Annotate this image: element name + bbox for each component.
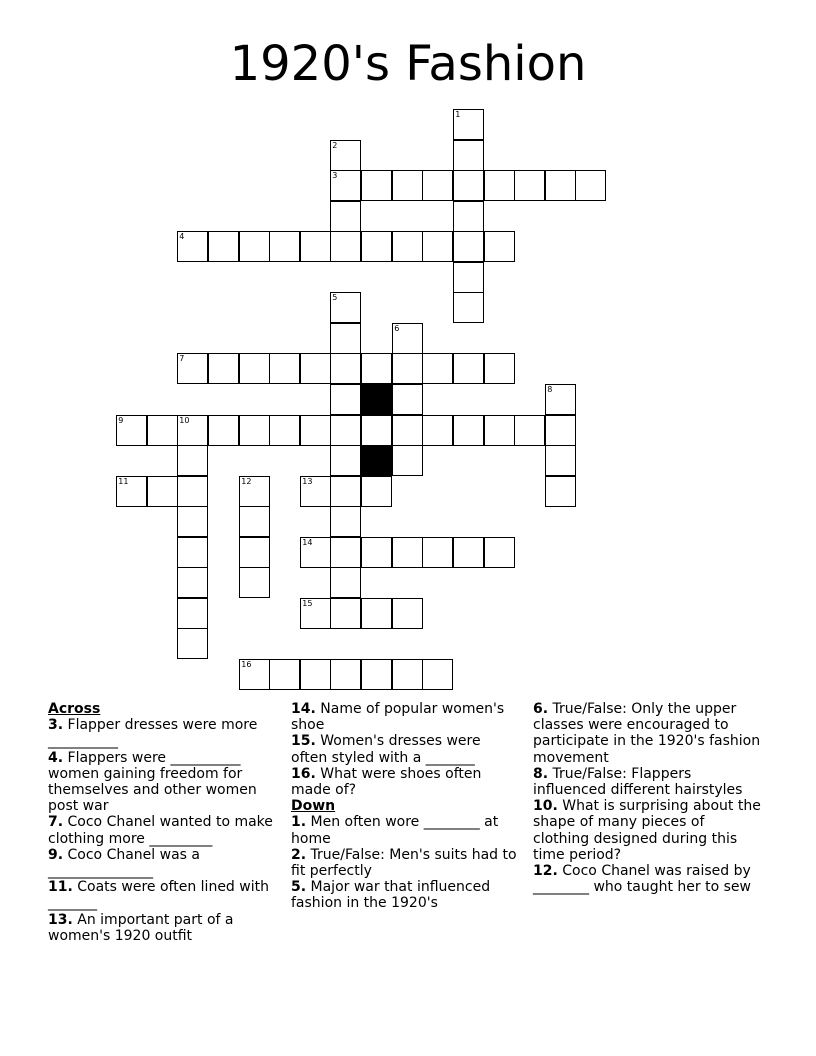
- clue-column-1: [48, 701, 280, 944]
- clue-text: True/False: Only the upper classes were encouraged to participate in the 1920's fashion movement: [533, 701, 761, 766]
- grid-cell[interactable]: [269, 659, 300, 690]
- grid-cell[interactable]: [147, 476, 178, 507]
- clue-text: What is surprising about the shape of many pieces of clothing designed during this time period?: [533, 798, 761, 863]
- grid-cell[interactable]: [177, 598, 208, 629]
- clue-text: Coats were often lined with _______: [48, 879, 269, 912]
- grid-cell-1[interactable]: [453, 109, 484, 140]
- grid-cell[interactable]: [422, 415, 453, 446]
- clue-text: Coco Chanel was raised by ________ who taught her to sew: [533, 863, 751, 896]
- grid-cell[interactable]: [392, 598, 423, 629]
- grid-cell[interactable]: [545, 445, 576, 476]
- grid-cell[interactable]: [484, 231, 515, 262]
- clue-number: 6.: [533, 701, 549, 717]
- grid-cell[interactable]: [330, 201, 361, 232]
- grid-cell[interactable]: [330, 476, 361, 507]
- grid-cell[interactable]: [177, 537, 208, 568]
- grid-cell-3[interactable]: [330, 170, 361, 201]
- grid-cell[interactable]: [361, 415, 392, 446]
- grid-cell[interactable]: [330, 659, 361, 690]
- grid-cell[interactable]: [361, 537, 392, 568]
- grid-cell[interactable]: [330, 567, 361, 598]
- grid-cell[interactable]: [361, 231, 392, 262]
- clue-number-label: 6: [394, 324, 400, 334]
- grid-cell[interactable]: [575, 170, 606, 201]
- clue-across-11: [48, 879, 280, 911]
- grid-cell[interactable]: [392, 384, 423, 415]
- grid-cell[interactable]: [239, 537, 270, 568]
- clue-across-7: [48, 814, 280, 846]
- clue-number: 15.: [291, 733, 316, 750]
- grid-cell[interactable]: [239, 231, 270, 262]
- clue-down-1: [291, 814, 519, 846]
- grid-cell-11[interactable]: [116, 476, 147, 507]
- grid-cell-8[interactable]: [545, 384, 576, 415]
- grid-cell[interactable]: [484, 415, 515, 446]
- grid-cell-10[interactable]: [177, 415, 208, 446]
- clue-number: 1.: [291, 814, 307, 831]
- grid-cell[interactable]: [300, 353, 331, 384]
- grid-cell[interactable]: [453, 140, 484, 171]
- grid-cell[interactable]: [177, 445, 208, 476]
- grid-cell[interactable]: [545, 415, 576, 446]
- grid-cell[interactable]: [330, 323, 361, 354]
- grid-cell[interactable]: [453, 262, 484, 293]
- clue-number: 3.: [48, 717, 64, 734]
- grid-cell[interactable]: [545, 476, 576, 507]
- clue-down-6: [533, 701, 765, 766]
- grid-cell[interactable]: [147, 415, 178, 446]
- grid-cell[interactable]: [330, 445, 361, 476]
- grid-cell[interactable]: [177, 506, 208, 537]
- clue-number: 11.: [48, 879, 73, 896]
- grid-cell[interactable]: [330, 537, 361, 568]
- grid-cell[interactable]: [392, 445, 423, 476]
- clue-number-label: 16: [241, 660, 252, 670]
- grid-cell[interactable]: [514, 170, 545, 201]
- grid-cell[interactable]: [422, 353, 453, 384]
- clue-number-label: 9: [118, 416, 124, 426]
- grid-cell[interactable]: [361, 598, 392, 629]
- clue-text: Flappers were __________ women gaining freedom for themselves and other women post war: [48, 749, 257, 815]
- across-heading: Across: [48, 701, 101, 717]
- clue-text: Men often wore ________ at home: [291, 814, 499, 847]
- grid-cell[interactable]: [392, 537, 423, 568]
- clue-across-3: [48, 717, 280, 749]
- grid-cell[interactable]: [392, 170, 423, 201]
- grid-cell-4[interactable]: [177, 231, 208, 262]
- grid-cell[interactable]: [330, 415, 361, 446]
- clue-text: Major war that influenced fashion in the 1920's: [291, 879, 491, 912]
- clue-text: True/False: Flappers influenced different hairstyles: [533, 765, 743, 799]
- down-heading: Down: [291, 798, 336, 815]
- clue-number-label: 12: [241, 477, 252, 487]
- grid-cell[interactable]: [330, 506, 361, 537]
- grid-cell-2[interactable]: [330, 140, 361, 171]
- clue-column-3: [533, 701, 765, 895]
- grid-cell[interactable]: [208, 231, 239, 262]
- grid-cell[interactable]: [392, 231, 423, 262]
- clue-text: Women's dresses were often styled with a _______: [291, 733, 481, 766]
- grid-cell[interactable]: [239, 415, 270, 446]
- clue-number-label: 4: [179, 232, 185, 242]
- black-cell: [361, 445, 392, 476]
- grid-cell[interactable]: [453, 231, 484, 262]
- grid-cell[interactable]: [453, 292, 484, 323]
- grid-cell[interactable]: [392, 659, 423, 690]
- clue-number-label: 1: [455, 110, 461, 120]
- clue-text: True/False: Men's suits had to fit perfectly: [291, 846, 517, 880]
- clue-number-label: 5: [332, 293, 338, 303]
- grid-cell-9[interactable]: [116, 415, 147, 446]
- clue-text: An important part of a women's 1920 outfit: [48, 911, 234, 944]
- clue-text: What were shoes often made of?: [291, 765, 482, 799]
- clue-down-2: [291, 847, 519, 879]
- clue-number: 14.: [291, 701, 316, 717]
- clue-number: 16.: [291, 765, 316, 782]
- grid-cell-13[interactable]: [300, 476, 331, 507]
- clue-number-label: 2: [332, 141, 338, 151]
- grid-cell[interactable]: [422, 231, 453, 262]
- clue-number-label: 7: [179, 354, 185, 364]
- grid-cell[interactable]: [269, 353, 300, 384]
- grid-cell-14[interactable]: [300, 537, 331, 568]
- grid-cell[interactable]: [361, 170, 392, 201]
- clue-column-2: [291, 701, 519, 912]
- grid-cell[interactable]: [484, 353, 515, 384]
- clue-number-label: 15: [302, 599, 313, 609]
- grid-cell[interactable]: [392, 415, 423, 446]
- grid-cell[interactable]: [177, 567, 208, 598]
- clue-across-14: [291, 701, 519, 733]
- grid-cell-7[interactable]: [177, 353, 208, 384]
- grid-cell[interactable]: [361, 476, 392, 507]
- clue-across-9: [48, 847, 280, 879]
- grid-cell[interactable]: [453, 537, 484, 568]
- grid-cell[interactable]: [330, 598, 361, 629]
- clue-across-13: [48, 912, 280, 944]
- clue-number: 4.: [48, 749, 64, 766]
- clue-number: 10.: [533, 798, 558, 815]
- grid-cell[interactable]: [177, 476, 208, 507]
- grid-cell[interactable]: [392, 353, 423, 384]
- clue-text: Coco Chanel wanted to make clothing more _________: [48, 814, 273, 847]
- clue-number-label: 13: [302, 477, 313, 487]
- grid-cell[interactable]: [330, 353, 361, 384]
- grid-cell[interactable]: [361, 353, 392, 384]
- grid-cell[interactable]: [453, 201, 484, 232]
- clue-number-label: 10: [179, 416, 190, 426]
- clue-down-12: [533, 863, 765, 895]
- clue-text: Flapper dresses were more __________: [48, 717, 258, 750]
- grid-cell[interactable]: [208, 353, 239, 384]
- grid-cell[interactable]: [300, 415, 331, 446]
- grid-cell[interactable]: [239, 353, 270, 384]
- grid-cell[interactable]: [453, 353, 484, 384]
- clue-across-4: [48, 750, 280, 815]
- grid-cell[interactable]: [484, 170, 515, 201]
- grid-cell[interactable]: [361, 659, 392, 690]
- grid-cell[interactable]: [239, 506, 270, 537]
- clue-number-label: 11: [118, 477, 129, 487]
- grid-cell[interactable]: [453, 415, 484, 446]
- clue-down-10: [533, 798, 765, 863]
- grid-cell[interactable]: [177, 628, 208, 659]
- clue-number: 9.: [48, 846, 64, 863]
- grid-cell[interactable]: [330, 384, 361, 415]
- clue-number-label: 14: [302, 538, 313, 548]
- grid-cell[interactable]: [269, 415, 300, 446]
- grid-cell[interactable]: [422, 537, 453, 568]
- clue-number: 8.: [533, 765, 549, 782]
- clue-number: 5.: [291, 879, 307, 896]
- puzzle-title: 1920's Fashion: [229, 36, 587, 92]
- clue-number: 12.: [533, 863, 558, 880]
- clue-across-15: [291, 733, 519, 765]
- grid-cell[interactable]: [422, 170, 453, 201]
- grid-cell[interactable]: [300, 659, 331, 690]
- grid-cell-6[interactable]: [392, 323, 423, 354]
- grid-cell[interactable]: [422, 659, 453, 690]
- grid-cell-16[interactable]: [239, 659, 270, 690]
- clue-number: 2.: [291, 846, 307, 863]
- grid-cell[interactable]: [514, 415, 545, 446]
- clue-down-5: [291, 879, 519, 911]
- clue-number-label: 3: [332, 171, 338, 181]
- grid-cell[interactable]: [208, 415, 239, 446]
- clue-across-16: [291, 766, 519, 798]
- grid-cell[interactable]: [545, 170, 576, 201]
- grid-cell-12[interactable]: [239, 476, 270, 507]
- grid-cell[interactable]: [300, 231, 331, 262]
- grid-cell-15[interactable]: [300, 598, 331, 629]
- clue-number-label: 8: [547, 385, 553, 395]
- clue-text: Coco Chanel was a _______________: [48, 846, 200, 880]
- grid-cell[interactable]: [453, 170, 484, 201]
- grid-cell[interactable]: [269, 231, 300, 262]
- grid-cell[interactable]: [484, 537, 515, 568]
- grid-cell[interactable]: [330, 231, 361, 262]
- grid-cell[interactable]: [239, 567, 270, 598]
- clue-number: 13.: [48, 911, 73, 928]
- black-cell: [361, 384, 392, 415]
- clue-text: Name of popular women's shoe: [291, 701, 505, 734]
- clue-down-8: [533, 766, 765, 798]
- clue-number: 7.: [48, 814, 64, 831]
- grid-cell-5[interactable]: [330, 292, 361, 323]
